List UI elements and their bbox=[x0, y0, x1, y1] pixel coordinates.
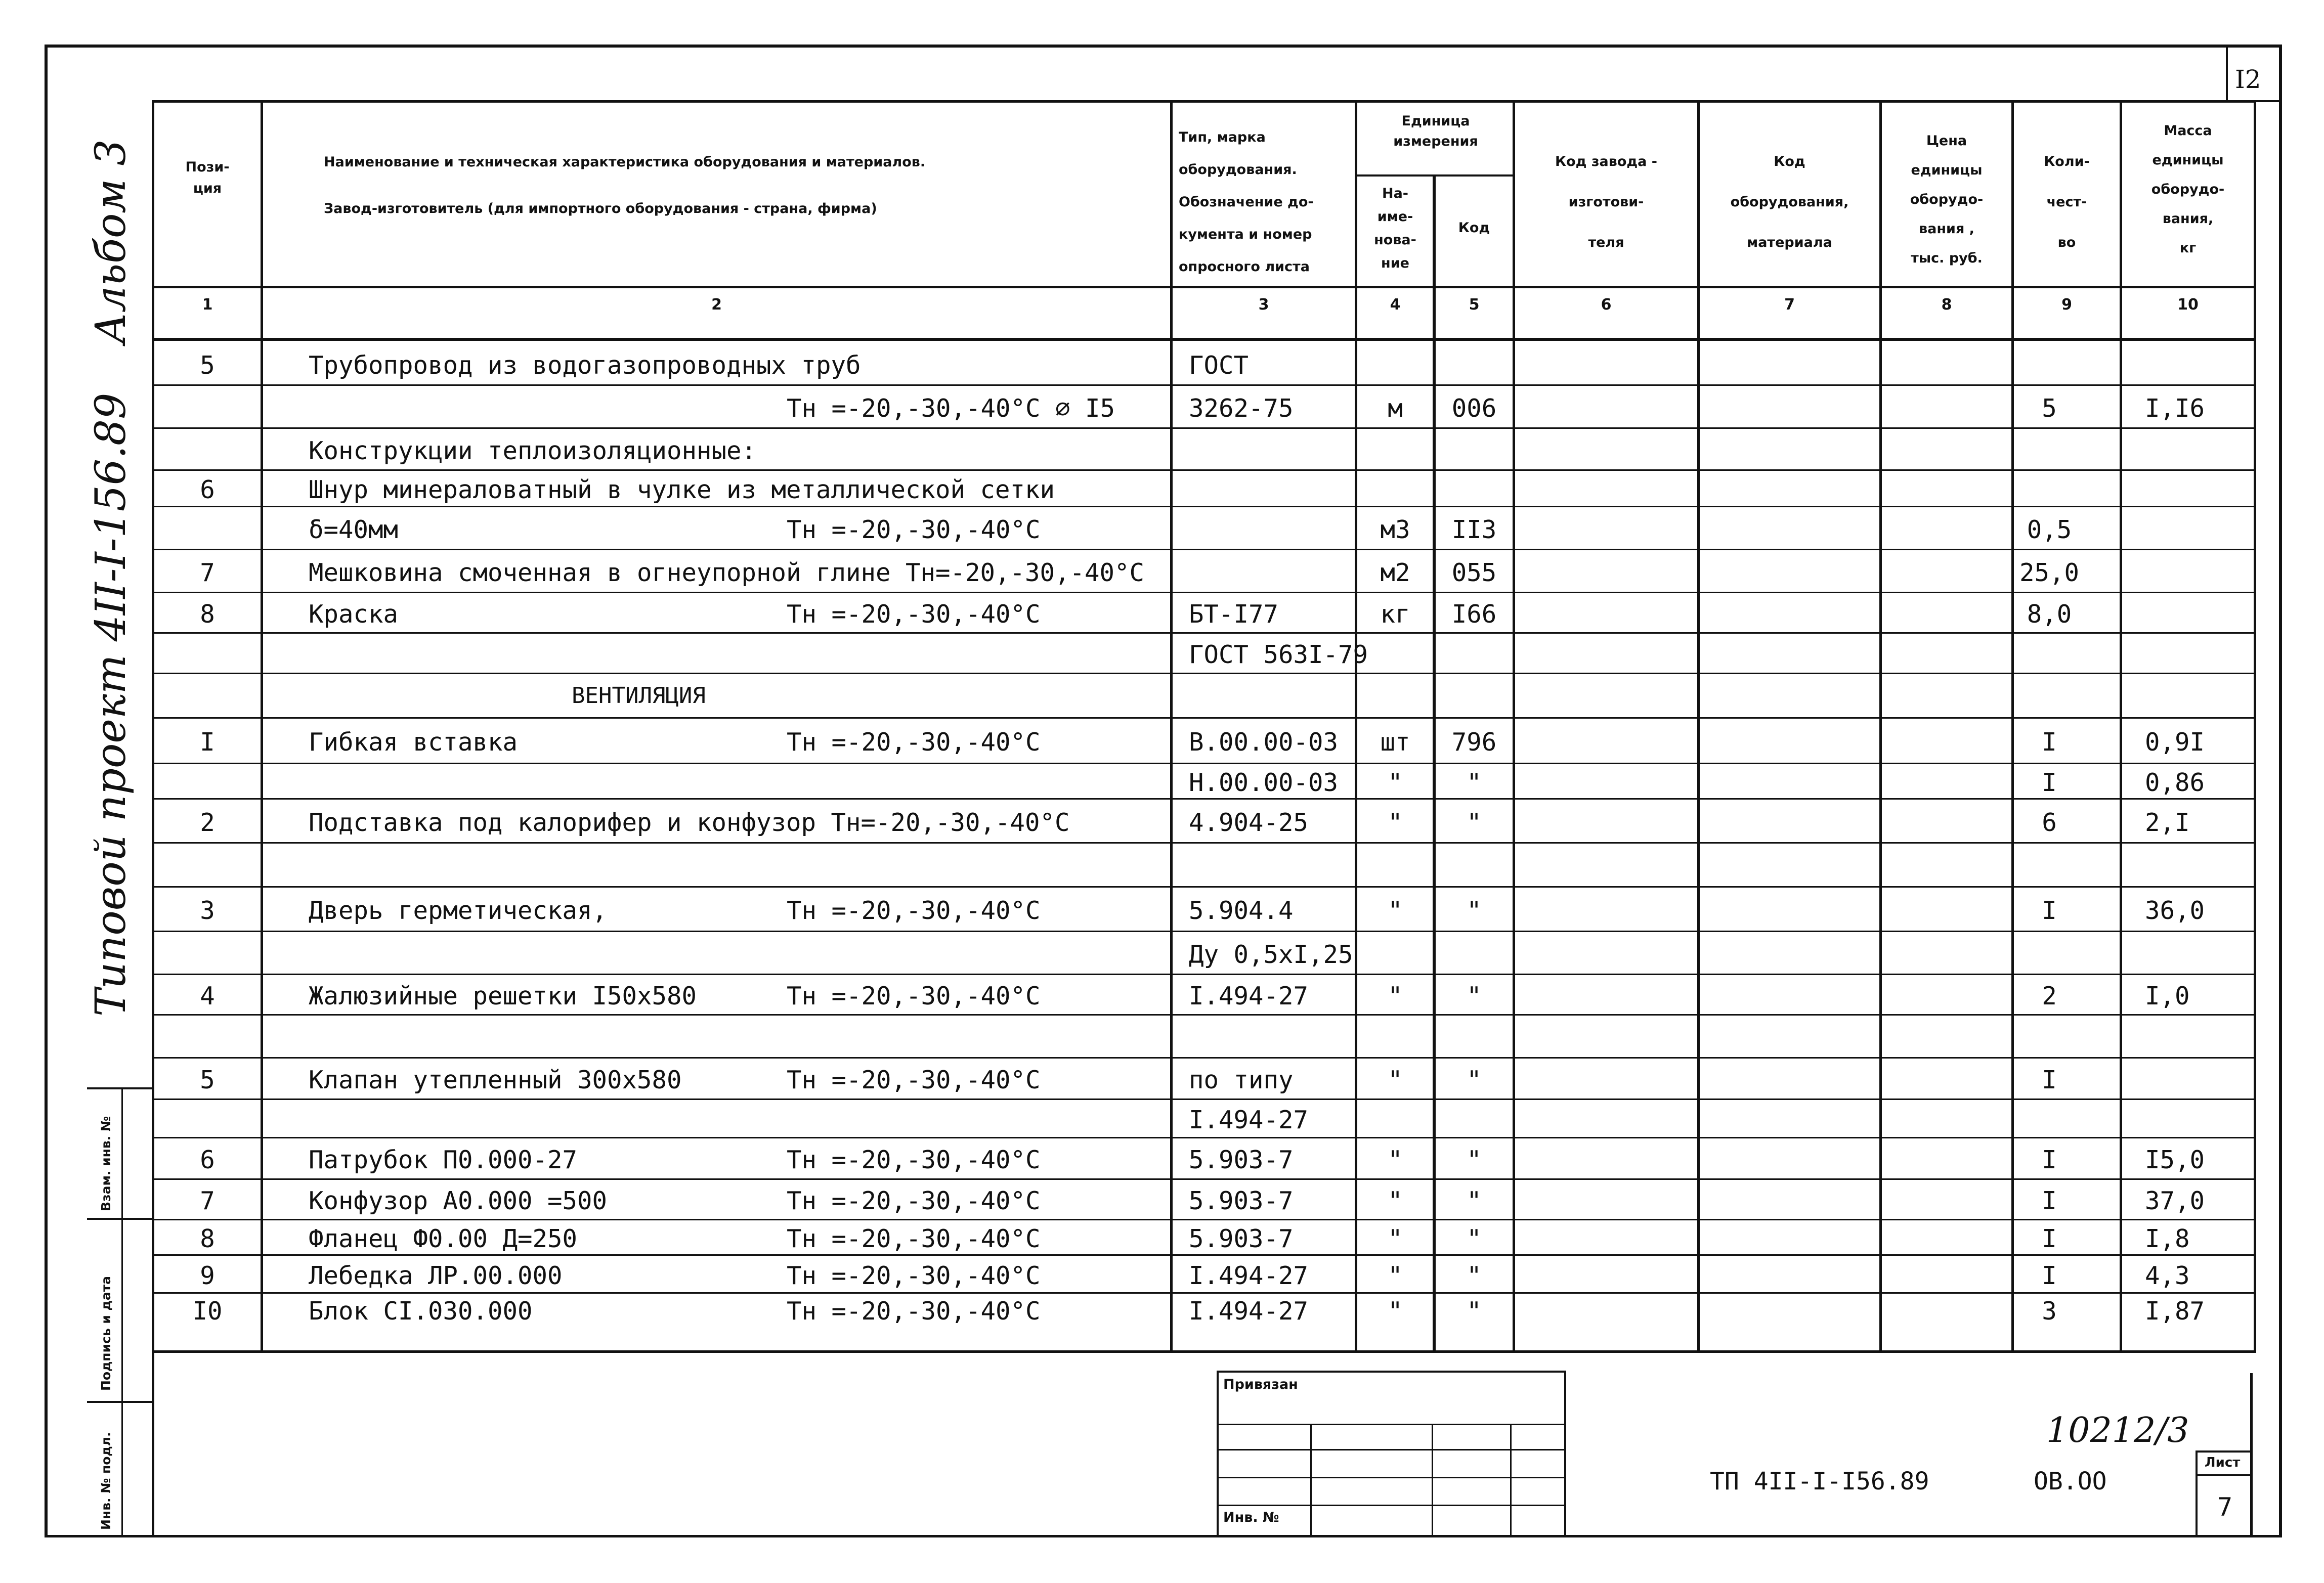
cell-name: Шнур минераловатный в чулке из металлической сетки bbox=[309, 475, 1055, 504]
cell-unit: " bbox=[1388, 1146, 1403, 1174]
row-separator bbox=[152, 886, 2256, 888]
stamp-div-1 bbox=[87, 1087, 153, 1089]
cell-code: 006 bbox=[1451, 394, 1497, 423]
row-separator bbox=[152, 1014, 2256, 1016]
cell-mass: 37,0 bbox=[2145, 1186, 2205, 1215]
cell-doc: по типу bbox=[1189, 1066, 1294, 1094]
header-c5: Код bbox=[1458, 220, 1490, 236]
cell-code: " bbox=[1467, 1186, 1482, 1215]
header-c10-l1: Масса bbox=[2164, 123, 2212, 139]
row-separator bbox=[152, 427, 2256, 429]
frame-left bbox=[45, 45, 48, 1537]
stamp-sign-date: Подпись и дата bbox=[99, 1276, 113, 1391]
row-separator bbox=[152, 1098, 2256, 1100]
header-c4-l1: На- bbox=[1382, 186, 1409, 201]
header-c6-l2: изготови- bbox=[1568, 194, 1644, 210]
header-c2-l2: Завод-изготовитель (для импортного оборудования - страна, фирма) bbox=[324, 201, 877, 216]
cell-name: Клапан утепленный 300х580 bbox=[309, 1066, 682, 1094]
header-c8-l5: тыс. руб. bbox=[1911, 250, 1983, 266]
cell-doc: I.494-27 bbox=[1189, 1261, 1309, 1290]
cell-temp: Тн =-20,-30,-40°С bbox=[787, 896, 1041, 925]
cell-pos: I0 bbox=[192, 1297, 223, 1326]
header-c6-l1: Код завода - bbox=[1555, 154, 1657, 169]
header-c3-l2: оборудования. bbox=[1179, 162, 1297, 178]
cell-pos: 5 bbox=[200, 351, 215, 380]
row-separator bbox=[152, 1137, 2256, 1138]
cell-pos: 8 bbox=[200, 1224, 215, 1253]
cell-unit: " bbox=[1388, 1261, 1403, 1290]
cell-doc: 3262-75 bbox=[1189, 394, 1294, 423]
stamp-div-3 bbox=[87, 1401, 153, 1403]
header-c4-l3: нова- bbox=[1374, 232, 1416, 248]
row-separator bbox=[152, 1057, 2256, 1059]
header-c6-l3: теля bbox=[1588, 235, 1624, 250]
tb-privyazan: Привязан bbox=[1223, 1377, 1298, 1392]
colnum-7: 7 bbox=[1784, 296, 1795, 314]
row-separator bbox=[152, 931, 2256, 932]
cell-pos: 6 bbox=[200, 1146, 215, 1174]
tb-right bbox=[1564, 1371, 1566, 1537]
row-separator bbox=[152, 763, 2256, 764]
cell-unit: м bbox=[1388, 394, 1403, 423]
table-top-line bbox=[152, 100, 2256, 103]
cell-qty: 6 bbox=[2042, 808, 2057, 837]
cell-pos: 3 bbox=[200, 896, 215, 925]
tb-top bbox=[1217, 1371, 1566, 1373]
cell-pos: 7 bbox=[200, 558, 215, 587]
frame-right bbox=[2279, 45, 2282, 1537]
cell-temp: Тн =-20,-30,-40°С bbox=[787, 728, 1041, 757]
cell-mass: I,8 bbox=[2145, 1224, 2190, 1253]
sheet-box-left bbox=[2226, 48, 2228, 101]
cell-qty: I bbox=[2042, 768, 2057, 797]
tb-right-edge bbox=[2250, 1373, 2253, 1535]
header-c3-l3: Обозначение до- bbox=[1179, 194, 1314, 210]
cell-code: " bbox=[1467, 1066, 1482, 1094]
stamp-vzam-inv: Взам. инв. № bbox=[99, 1116, 113, 1211]
cell-name: Конструкции теплоизоляционные: bbox=[309, 436, 757, 465]
cell-doc: 5.904.4 bbox=[1189, 896, 1294, 925]
cell-temp: Тн =-20,-30,-40°С bbox=[787, 600, 1041, 629]
cell-qty: 2 bbox=[2042, 982, 2057, 1010]
cell-code: I66 bbox=[1451, 600, 1497, 629]
header-c45-top bbox=[1357, 111, 1514, 152]
cell-name: Гибкая вставка bbox=[309, 728, 518, 757]
tb-inv-no: Инв. № bbox=[1223, 1510, 1279, 1525]
cell-mass: 36,0 bbox=[2145, 896, 2205, 925]
colnum-2: 2 bbox=[711, 296, 722, 314]
cell-unit: кг bbox=[1380, 600, 1410, 629]
header-c9-l3: во bbox=[2057, 235, 2076, 250]
header-c4-l2: име- bbox=[1377, 209, 1413, 225]
cell-temp: Тн =-20,-30,-40°С bbox=[787, 1297, 1041, 1326]
cell-temp: Тн =-20,-30,-40°С bbox=[787, 1146, 1041, 1174]
cell-mass: I5,0 bbox=[2145, 1146, 2205, 1174]
cell-doc: ГОСТ 563I-79 bbox=[1189, 640, 1368, 669]
row-separator bbox=[152, 592, 2256, 593]
header-c10 bbox=[2122, 116, 2254, 263]
cell-name: Краска bbox=[309, 600, 399, 629]
tb-v3 bbox=[1510, 1424, 1512, 1535]
row-separator bbox=[152, 842, 2256, 844]
cell-qty: 8,0 bbox=[2027, 600, 2072, 629]
cell-code: 796 bbox=[1451, 728, 1497, 757]
cell-code: " bbox=[1467, 1297, 1482, 1326]
stamp-inv-podl: Инв. № подл. bbox=[99, 1432, 113, 1530]
tb-sheet-value: 7 bbox=[2217, 1492, 2233, 1522]
cell-doc: ГОСТ bbox=[1189, 351, 1249, 380]
cell-pos: 6 bbox=[200, 475, 215, 504]
vline-9 bbox=[2120, 100, 2122, 1353]
cell-unit: м3 bbox=[1380, 515, 1410, 544]
cell-name: Конфузор А0.000 =500 bbox=[309, 1186, 608, 1215]
header-c10-l2: единицы bbox=[2152, 152, 2224, 168]
tb-designation: ТП 4II-I-I56.89 bbox=[1710, 1467, 1929, 1496]
cell-qty: I bbox=[2042, 1066, 2057, 1094]
cell-code: II3 bbox=[1451, 515, 1497, 544]
cell-name: ВЕНТИЛЯЦИЯ bbox=[572, 683, 706, 709]
cell-doc: Н.00.00-03 bbox=[1189, 768, 1339, 797]
cell-mass: I,0 bbox=[2145, 982, 2190, 1010]
header-c2-l1: Наименование и техническая характеристика оборудования и материалов. bbox=[324, 154, 926, 170]
side-project: Типовой проект 4II-I-156.89 bbox=[87, 392, 135, 1017]
header-c9 bbox=[2014, 142, 2120, 263]
cell-name: δ=40мм bbox=[309, 515, 399, 544]
tb-h1 bbox=[1217, 1424, 1566, 1425]
cell-temp: Тн =-20,-30,-40°С bbox=[787, 515, 1041, 544]
cell-doc: В.00.00-03 bbox=[1189, 728, 1339, 757]
cell-temp: Тн =-20,-30,-40°С bbox=[787, 982, 1041, 1010]
row-separator bbox=[152, 384, 2256, 386]
row-separator bbox=[152, 549, 2256, 550]
cell-doc: 5.903-7 bbox=[1189, 1224, 1294, 1253]
cell-unit: " bbox=[1388, 1224, 1403, 1253]
cell-qty: I bbox=[2042, 896, 2057, 925]
cell-doc: I.494-27 bbox=[1189, 982, 1309, 1010]
colnum-bottom-line bbox=[152, 338, 2256, 341]
header-c10-l4: вания, bbox=[2162, 211, 2214, 227]
cell-temp: Тн =-20,-30,-40°С bbox=[787, 1066, 1041, 1094]
cell-unit: " bbox=[1388, 982, 1403, 1010]
row-separator bbox=[152, 673, 2256, 674]
header-c7-l3: материала bbox=[1747, 235, 1832, 250]
colnum-10: 10 bbox=[2177, 296, 2199, 314]
cell-name: Патрубок П0.000-27 bbox=[309, 1146, 578, 1174]
vline-7 bbox=[1879, 100, 1882, 1353]
cell-mass: 0,9I bbox=[2145, 728, 2205, 757]
colnum-4: 4 bbox=[1390, 296, 1401, 314]
row-separator bbox=[152, 506, 2256, 507]
cell-name: Трубопровод из водогазопроводных труб bbox=[309, 351, 861, 380]
cell-code: " bbox=[1467, 1261, 1482, 1290]
frame-bottom bbox=[45, 1535, 2280, 1537]
cell-name: Мешковина смоченная в огнеупорной глине Тн=-20,-30,-40°С bbox=[309, 558, 1145, 587]
cell-unit: " bbox=[1388, 896, 1403, 925]
vline-10 bbox=[2254, 100, 2256, 1353]
cell-doc: I.494-27 bbox=[1189, 1297, 1309, 1326]
header-bottom-line bbox=[152, 286, 2256, 288]
vline-1 bbox=[261, 100, 263, 1353]
vline-5 bbox=[1513, 100, 1515, 1353]
cell-mass: 0,86 bbox=[2145, 768, 2205, 797]
header-c9-l2: чест- bbox=[2046, 194, 2087, 210]
cell-code: 055 bbox=[1451, 558, 1497, 587]
tb-sheet-label: Лист bbox=[2205, 1455, 2241, 1470]
cell-unit: " bbox=[1388, 1297, 1403, 1326]
cell-doc: I.494-27 bbox=[1189, 1106, 1309, 1134]
cell-name: Лебедка ЛР.00.000 bbox=[309, 1261, 563, 1290]
stamp-div-2 bbox=[87, 1218, 153, 1220]
cell-name: Жалюзийные решетки I50х580 bbox=[309, 982, 697, 1010]
stamp-inner bbox=[121, 1087, 123, 1537]
row-separator bbox=[152, 974, 2256, 975]
cell-name: Блок CI.030.000 bbox=[309, 1297, 533, 1326]
cell-pos: I bbox=[200, 728, 215, 757]
header-c10-l5: кг bbox=[2179, 240, 2197, 256]
cell-name: Подставка под калорифер и конфузор Тн=-20,-30,-40°С bbox=[309, 808, 1070, 837]
cell-qty: I bbox=[2042, 1186, 2057, 1215]
cell-temp: Тн =-20,-30,-40°С bbox=[787, 1186, 1041, 1215]
cell-qty: I bbox=[2042, 1146, 2057, 1174]
colnum-6: 6 bbox=[1601, 296, 1612, 314]
cell-pos: 9 bbox=[200, 1261, 215, 1290]
header-c10-l3: оборудо- bbox=[2151, 182, 2225, 197]
cell-code: " bbox=[1467, 982, 1482, 1010]
tb-v1 bbox=[1310, 1424, 1312, 1535]
header-c8-l4: вания , bbox=[1919, 221, 1974, 237]
colnum-1: 1 bbox=[202, 296, 213, 314]
colnum-5: 5 bbox=[1469, 296, 1480, 314]
cell-qty: I bbox=[2042, 728, 2057, 757]
vline-6 bbox=[1697, 100, 1700, 1353]
tb-handwritten-number: 10212/3 bbox=[2046, 1411, 2189, 1450]
cell-code: " bbox=[1467, 808, 1482, 837]
cell-pos: 2 bbox=[200, 808, 215, 837]
cell-pos: 4 bbox=[200, 982, 215, 1010]
tb-h4 bbox=[1217, 1505, 1566, 1506]
cell-doc: 5.903-7 bbox=[1189, 1146, 1294, 1174]
frame-top bbox=[45, 45, 2280, 48]
cell-unit: " bbox=[1388, 1186, 1403, 1215]
colnum-9: 9 bbox=[2061, 296, 2072, 314]
row-separator bbox=[152, 1219, 2256, 1220]
header-c3 bbox=[1179, 121, 1353, 283]
cell-mass: 4,3 bbox=[2145, 1261, 2190, 1290]
header-c4 bbox=[1357, 182, 1433, 275]
cell-unit: " bbox=[1388, 768, 1403, 797]
tb-v2 bbox=[1432, 1424, 1433, 1535]
sheet-number-top: I2 bbox=[2235, 65, 2261, 94]
row-separator bbox=[152, 717, 2256, 719]
cell-doc: Ду 0,5хI,25 bbox=[1189, 940, 1353, 969]
header-c8-l3: оборудо- bbox=[1910, 192, 1984, 207]
tb-sheet-box-top bbox=[2196, 1450, 2251, 1453]
header-c4-l4: ние bbox=[1381, 255, 1409, 271]
header-unit-l2: измерения bbox=[1393, 134, 1478, 149]
header-c9-l1: Коли- bbox=[2044, 154, 2090, 169]
tb-h3 bbox=[1217, 1477, 1566, 1478]
cell-unit: м2 bbox=[1380, 558, 1410, 587]
header-c1-l1: Пози- bbox=[185, 159, 230, 175]
cell-unit: " bbox=[1388, 808, 1403, 837]
vline-2 bbox=[1170, 100, 1173, 1353]
cell-pos: 8 bbox=[200, 600, 215, 629]
header-c1-l2: ция bbox=[193, 181, 222, 196]
colnum-3: 3 bbox=[1258, 296, 1269, 314]
cell-qty: I bbox=[2042, 1261, 2057, 1290]
row-separator bbox=[152, 1254, 2256, 1256]
row-separator bbox=[152, 798, 2256, 800]
cell-name: Дверь герметическая, bbox=[309, 896, 608, 925]
cell-qty: 5 bbox=[2042, 394, 2057, 423]
tb-sheet-box-left bbox=[2196, 1450, 2198, 1535]
cell-pos: 7 bbox=[200, 1186, 215, 1215]
cell-code: " bbox=[1467, 1146, 1482, 1174]
side-album: Альбом 3 bbox=[87, 139, 135, 344]
tb-code: ОВ.ОО bbox=[2034, 1467, 2107, 1496]
header-unit-l1: Единица bbox=[1401, 113, 1470, 129]
cell-temp: Тн =-20,-30,-40°С bbox=[787, 1261, 1041, 1290]
header-c3-l5: опросного листа bbox=[1179, 259, 1310, 275]
cell-doc: 5.903-7 bbox=[1189, 1186, 1294, 1215]
tb-sheet-box-mid bbox=[2196, 1474, 2251, 1476]
row-separator bbox=[152, 469, 2256, 471]
header-c8 bbox=[1882, 126, 2011, 273]
cell-doc: 4.904-25 bbox=[1189, 808, 1309, 837]
cell-qty: 3 bbox=[2042, 1297, 2057, 1326]
cell-mass: 2,I bbox=[2145, 808, 2190, 837]
cell-qty: I bbox=[2042, 1224, 2057, 1253]
cell-code: " bbox=[1467, 768, 1482, 797]
row-separator bbox=[152, 1292, 2256, 1294]
cell-doc: БТ-I77 bbox=[1189, 600, 1279, 629]
cell-mass: I,87 bbox=[2145, 1297, 2205, 1326]
header-c6 bbox=[1515, 142, 1697, 263]
cell-pos: 5 bbox=[200, 1066, 215, 1094]
header-c2 bbox=[324, 147, 1164, 225]
cell-unit: шт bbox=[1380, 728, 1410, 757]
tb-left bbox=[1217, 1371, 1219, 1537]
header-c3-l1: Тип, марка bbox=[1179, 129, 1266, 145]
cell-mass: I,I6 bbox=[2145, 394, 2205, 423]
table-end-line bbox=[152, 1350, 2256, 1353]
cell-unit: " bbox=[1388, 1066, 1403, 1094]
cell-qty: 25,0 bbox=[2019, 558, 2079, 587]
row-separator bbox=[152, 632, 2256, 634]
cell-temp: Тн =-20,-30,-40°С ∅ I5 bbox=[787, 394, 1115, 423]
header-c7-l2: оборудования, bbox=[1730, 194, 1849, 210]
header-c7-l1: Код bbox=[1774, 154, 1805, 169]
header-c8-l2: единицы bbox=[1911, 162, 1983, 178]
header-c7 bbox=[1700, 142, 1879, 263]
cell-qty: 0,5 bbox=[2027, 515, 2072, 544]
tb-h2 bbox=[1217, 1449, 1566, 1450]
cell-name: Фланец Ф0.00 Д=250 bbox=[309, 1224, 578, 1253]
row-separator bbox=[152, 1178, 2256, 1180]
colnum-8: 8 bbox=[1941, 296, 1952, 314]
cell-code: " bbox=[1467, 1224, 1482, 1253]
cell-code: " bbox=[1467, 896, 1482, 925]
header-c1 bbox=[154, 152, 261, 204]
cell-temp: Тн =-20,-30,-40°С bbox=[787, 1224, 1041, 1253]
header-c3-l4: кумента и номер bbox=[1179, 227, 1312, 242]
header-c8-l1: Цена bbox=[1926, 133, 1967, 149]
